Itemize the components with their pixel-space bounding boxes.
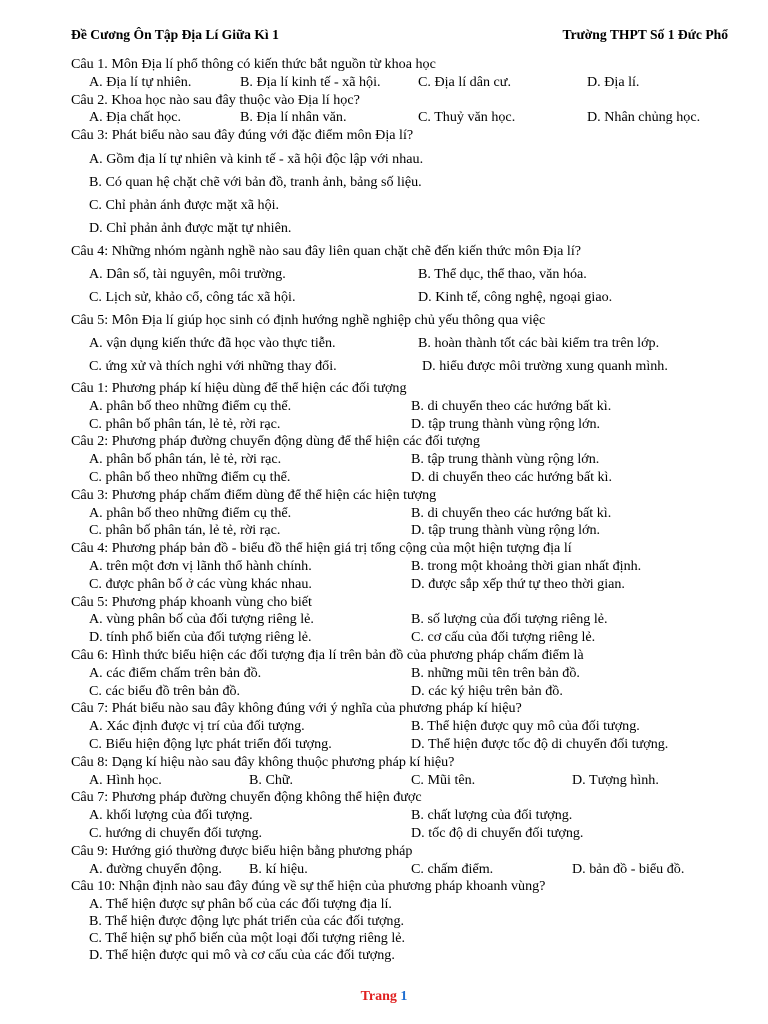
answer-row bbox=[71, 286, 731, 309]
answer-option: B. Địa lí nhân văn. bbox=[240, 109, 347, 126]
question-text: Câu 2: Phương pháp đường chuyển động dùng để thể hiện các đối tượng bbox=[71, 433, 480, 450]
question-text: Câu 7: Phương pháp đường chuyển động không thể hiện được bbox=[71, 789, 422, 806]
answer-row bbox=[71, 861, 731, 879]
answer-option: C. cơ cấu của đối tượng riêng lẻ. bbox=[411, 629, 596, 646]
answer-row bbox=[71, 74, 731, 92]
answer-option: C. Biểu hiện động lực phát triển đối tượng. bbox=[89, 735, 332, 752]
answer-option: C. được phân bố ở các vùng khác nhau. bbox=[89, 575, 312, 592]
answer-option: C. phân bố theo những điểm cụ thể. bbox=[89, 468, 291, 485]
answer-row bbox=[71, 505, 731, 523]
answer-option: B. di chuyển theo các hướng bất kì. bbox=[411, 397, 612, 414]
answer-row bbox=[71, 263, 731, 286]
answer-option: B. Địa lí kinh tế - xã hội. bbox=[240, 73, 381, 90]
question-text: Câu 6: Hình thức biểu hiện các đối tượng địa lí trên bản đồ của phương pháp chấm điểm là bbox=[71, 646, 584, 663]
page-header bbox=[71, 27, 728, 45]
answer-option: A. phân bố theo những điểm cụ thể. bbox=[89, 504, 292, 521]
answer-row bbox=[71, 355, 731, 378]
question-text: Câu 9: Hướng gió thường được biểu hiện bằng phương pháp bbox=[71, 842, 413, 859]
answer-option: B. Thể hiện được quy mô của đối tượng. bbox=[411, 718, 640, 735]
answer-option: D. bản đồ - biểu đồ. bbox=[572, 860, 685, 877]
question-text: Câu 3: Phương pháp chấm điểm dùng để thể hiện các hiện tượng bbox=[71, 486, 437, 503]
answer-option: D. hiểu được môi trường xung quanh mình. bbox=[422, 357, 668, 374]
answer-option: C. Chỉ phản ánh được mặt xã hội. bbox=[89, 196, 280, 213]
question-text: Câu 3: Phát biểu nào sau đây đúng với đặc điểm môn Địa lí? bbox=[71, 127, 414, 144]
answer-option: D. tập trung thành vùng rộng lớn. bbox=[411, 415, 601, 432]
answer-option: A. đường chuyển động. bbox=[89, 860, 222, 877]
answer-option: A. vận dụng kiến thức đã học vào thực tiễn. bbox=[89, 334, 336, 351]
answer-option: C. phân bố phân tán, lẻ tẻ, rời rạc. bbox=[89, 415, 281, 432]
answer-option: D. Địa lí. bbox=[587, 73, 640, 90]
answer-row bbox=[71, 665, 731, 683]
answer-row bbox=[71, 629, 731, 647]
answer-option: A. phân bố phân tán, lẻ tẻ, rời rạc. bbox=[89, 451, 282, 468]
answer-option: D. Thể hiện được tốc độ di chuyển đối tượng. bbox=[411, 735, 669, 752]
answer-row bbox=[71, 109, 731, 127]
page-footer bbox=[0, 989, 768, 1005]
answer-option: D. Kinh tế, công nghệ, ngoại giao. bbox=[418, 288, 613, 305]
answer-option: A. khối lượng của đối tượng. bbox=[89, 807, 253, 824]
school-name: Trường THPT Số 1 Đức Phổ bbox=[562, 27, 728, 42]
answer-row bbox=[71, 558, 731, 576]
answer-option: D. các ký hiệu trên bản đồ. bbox=[411, 682, 563, 699]
answer-row bbox=[71, 736, 731, 754]
question-text: Câu 1. Môn Địa lí phổ thông có kiến thức bắt nguồn từ khoa học bbox=[71, 56, 436, 72]
answer-row bbox=[71, 611, 731, 629]
answer-row bbox=[71, 332, 731, 355]
document-title: Đề Cương Ôn Tập Địa Lí Giữa Kì 1 bbox=[71, 27, 279, 42]
answer-option: C. Lịch sử, khảo cổ, công tác xã hội. bbox=[89, 288, 296, 305]
question-text: Câu 1: Phương pháp kí hiệu dùng để thể hiện các đối tượng bbox=[71, 379, 407, 396]
question-text: Câu 7: Phát biểu nào sau đây không đúng với ý nghĩa của phương pháp kí hiệu? bbox=[71, 700, 522, 717]
answer-option: B. hoàn thành tốt các bài kiểm tra trên lớp. bbox=[418, 334, 660, 351]
question-list bbox=[71, 56, 731, 964]
answer-option: B. trong một khoảng thời gian nhất định. bbox=[411, 557, 642, 574]
answer-option: B. số lượng của đối tượng riêng lẻ. bbox=[411, 611, 608, 628]
answer-option: B. di chuyển theo các hướng bất kì. bbox=[411, 504, 612, 521]
answer-row bbox=[71, 683, 731, 701]
answer-option: A. trên một đơn vị lãnh thổ hành chính. bbox=[89, 557, 312, 574]
answer-row bbox=[71, 807, 731, 825]
answer-option: D. tốc độ di chuyển đối tượng. bbox=[411, 824, 584, 841]
answer-option: C. chấm điểm. bbox=[411, 860, 494, 877]
answer-option: C. Mũi tên. bbox=[411, 771, 476, 788]
answer-option: B. Thể hiện được động lực phát triển của các đối tượng. bbox=[89, 913, 405, 930]
page-label: Trang bbox=[360, 989, 397, 1004]
question-text: Câu 4: Phương pháp bản đồ - biểu đồ thể hiện giá trị tổng cộng của một hiện tượng địa lí bbox=[71, 540, 572, 557]
question-text: Câu 4: Những nhóm ngành nghề nào sau đây liên quan chặt chẽ đến kiến thức môn Địa lí? bbox=[71, 242, 581, 259]
answer-row bbox=[71, 416, 731, 434]
answer-option: C. Thuỷ văn học. bbox=[418, 109, 516, 126]
page-number: 1 bbox=[400, 989, 408, 1004]
answer-option: A. Dân số, tài nguyên, môi trường. bbox=[89, 265, 286, 282]
answer-option: D. Tượng hình. bbox=[572, 771, 659, 788]
answer-option: A. vùng phân bố của đối tượng riêng lẻ. bbox=[89, 611, 314, 628]
answer-option: D. tập trung thành vùng rộng lớn. bbox=[411, 522, 601, 539]
answer-option: A. Địa chất học. bbox=[89, 109, 181, 126]
answer-row bbox=[71, 576, 731, 594]
answer-option: D. tính phổ biến của đối tượng riêng lẻ. bbox=[89, 629, 312, 646]
answer-option: D. Chỉ phản ảnh được mặt tự nhiên. bbox=[89, 219, 292, 236]
answer-option: D. Thể hiện được qui mô và cơ cấu của các đối tượng. bbox=[89, 947, 395, 964]
answer-option: A. Xác định được vị trí của đối tượng. bbox=[89, 718, 305, 735]
question-text: Câu 5: Môn Địa lí giúp học sinh có định hướng nghề nghiệp chủ yếu thông qua việc bbox=[71, 311, 546, 328]
answer-option: B. chất lượng của đối tượng. bbox=[411, 807, 573, 824]
answer-option: B. Thể dục, thể thao, văn hóa. bbox=[418, 265, 587, 282]
answer-row bbox=[71, 825, 731, 843]
answer-row bbox=[71, 451, 731, 469]
question-text: Câu 2. Khoa học nào sau đây thuộc vào Địa lí học? bbox=[71, 91, 360, 108]
answer-option: C. ứng xử và thích nghi với những thay đổi. bbox=[89, 357, 337, 374]
question-text: Câu 8: Dạng kí hiệu nào sau đây không thuộc phương pháp kí hiệu? bbox=[71, 753, 455, 770]
answer-option: C. Thể hiện sự phổ biến của một loại đối tượng riêng lẻ. bbox=[89, 930, 406, 947]
answer-option: B. kí hiệu. bbox=[249, 860, 308, 877]
answer-option: D. di chuyển theo các hướng bất kì. bbox=[411, 468, 612, 485]
answer-option: A. Địa lí tự nhiên. bbox=[89, 73, 192, 90]
answer-option: A. các điểm chấm trên bản đồ. bbox=[89, 664, 262, 681]
answer-option: C. Địa lí dân cư. bbox=[418, 73, 511, 90]
answer-option: B. Có quan hệ chặt chẽ với bản đồ, tranh ảnh, bảng số liệu. bbox=[89, 173, 422, 190]
answer-row bbox=[71, 469, 731, 487]
answer-option: C. hướng di chuyển đối tượng. bbox=[89, 824, 263, 841]
question-text: Câu 10: Nhận định nào sau đây đúng về sự thể hiện của phương pháp khoanh vùng? bbox=[71, 878, 546, 895]
answer-option: B. Chữ. bbox=[249, 771, 294, 788]
answer-option: C. phân bố phân tán, lẻ tẻ, rời rạc. bbox=[89, 522, 281, 539]
answer-option: D. Nhân chủng học. bbox=[587, 109, 701, 126]
answer-option: B. tập trung thành vùng rộng lớn. bbox=[411, 451, 600, 468]
answer-option: B. những mũi tên trên bản đồ. bbox=[411, 664, 580, 681]
answer-option: D. được sắp xếp thứ tự theo thời gian. bbox=[411, 575, 625, 592]
answer-option: A. Hình học. bbox=[89, 771, 162, 788]
answer-option: C. các biểu đồ trên bản đồ. bbox=[89, 682, 241, 699]
answer-option: A. phân bố theo những điểm cụ thể. bbox=[89, 397, 292, 414]
answer-row bbox=[71, 398, 731, 416]
answer-row bbox=[71, 718, 731, 736]
answer-row bbox=[71, 772, 731, 790]
answer-option: A. Gồm địa lí tự nhiên và kinh tế - xã hội độc lập với nhau. bbox=[89, 150, 424, 167]
answer-row bbox=[71, 522, 731, 540]
question-text: Câu 5: Phương pháp khoanh vùng cho biết bbox=[71, 593, 312, 610]
answer-option: A. Thể hiện được sự phân bố của các đối tượng địa lí. bbox=[89, 896, 392, 913]
